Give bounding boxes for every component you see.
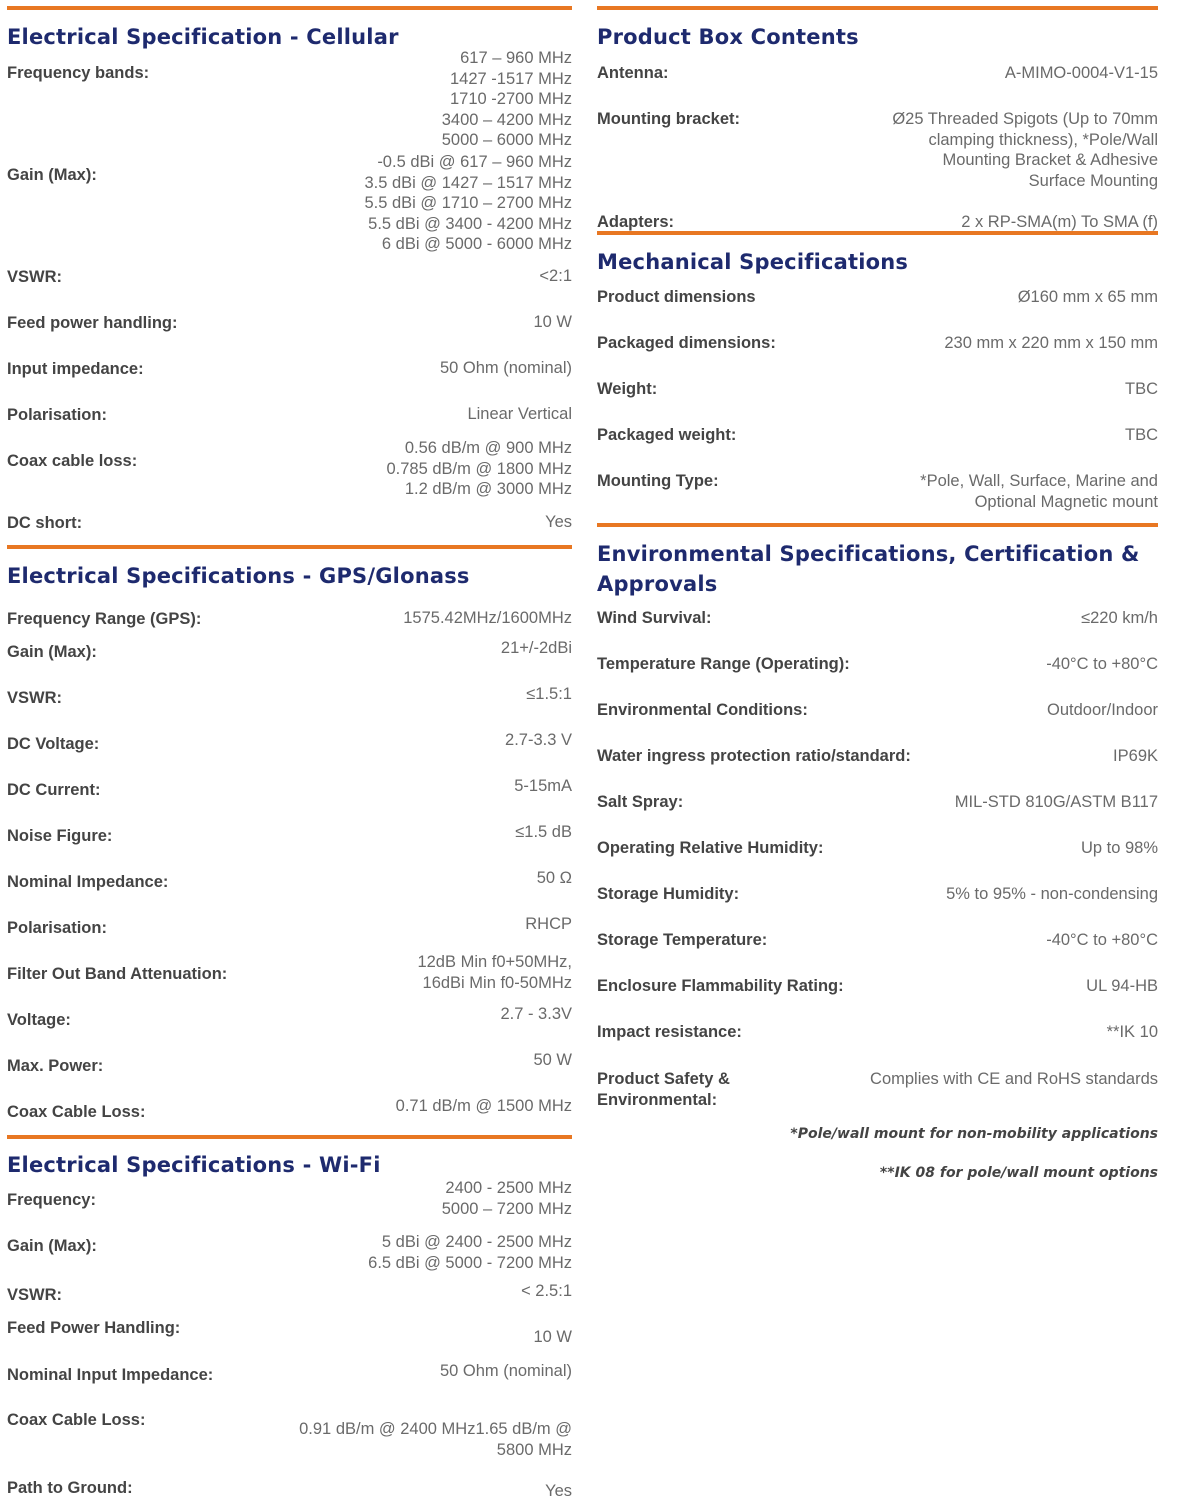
section-divider [7,1135,572,1139]
spec-value: <2:1 [539,267,572,285]
spec-value: Complies with CE and RoHS standards [870,1070,1158,1088]
spec-label: Packaged weight: [597,426,737,444]
spec-value: 5% to 95% - non-condensing [946,885,1158,903]
spec-value: TBC [1125,426,1158,444]
spec-label: Voltage: [7,1011,71,1029]
spec-label: Adapters: [597,213,675,231]
spec-label: Max. Power: [7,1057,104,1075]
spec-value: Ø160 mm x 65 mm [1017,288,1158,306]
spec-value: 2 x RP-SMA(m) To SMA (f) [961,213,1158,231]
spec-label: Operating Relative Humidity: [597,839,824,857]
spec-label: Storage Temperature: [597,931,768,949]
spec-value: -40°C to +80°C [1046,655,1158,673]
spec-label: VSWR: [7,268,62,286]
footnote-ik08: **IK 08 for pole/wall mount options [879,1165,1158,1181]
spec-label: Environmental Conditions: [597,701,808,719]
spec-value: < 2.5:1 [521,1282,572,1300]
spec-label: Weight: [597,380,658,398]
spec-label: DC short: [7,514,83,532]
spec-label: Product dimensions [597,288,756,306]
spec-label: Mounting bracket: [597,110,740,128]
spec-label: Frequency bands: [7,64,150,82]
spec-label: Mounting Type: [597,472,719,490]
spec-value: UL 94-HB [1086,977,1158,995]
spec-label: Feed power handling: [7,314,178,332]
spec-label: Storage Humidity: [597,885,740,903]
spec-label: Noise Figure: [7,827,113,845]
spec-value: 10 W [533,1328,572,1346]
spec-label: DC Voltage: [7,735,100,753]
spec-value: 50 Ohm (nominal) [439,359,572,377]
spec-label: VSWR: [7,689,62,707]
spec-value: ≤1.5:1 [526,685,572,703]
spec-value: -0.5 dBi @ 617 – 960 MHz 3.5 dBi @ 1427 – 1517 MHz 5.5 dBi @ 1710 – 2700 MHz 5.5 dBi @ 3400 - 4200 MHz 6 dBi @ 5000 - 6000 MHz [364,153,572,254]
spec-value: 230 mm x 220 mm x 150 mm [944,334,1158,352]
spec-label: Nominal Impedance: [7,873,169,891]
spec-label: Coax Cable Loss: [7,1103,146,1121]
section-title-gps: Electrical Specifications - GPS/Glonass [7,564,470,588]
spec-value: 0.71 dB/m @ 1500 MHz [395,1097,572,1115]
section-divider [7,6,572,10]
spec-value: -40°C to +80°C [1046,931,1158,949]
spec-label: Salt Spray: [597,793,684,811]
spec-label: DC Current: [7,781,101,799]
spec-value: Yes [545,513,572,531]
spec-value: MIL-STD 810G/ASTM B117 [954,793,1158,811]
section-title-box-contents: Product Box Contents [597,25,859,49]
spec-label: Path to Ground: [7,1479,133,1497]
section-title-wifi: Electrical Specifications - Wi-Fi [7,1153,381,1177]
spec-label: Temperature Range (Operating): [597,655,850,673]
spec-label: Gain (Max): [7,1237,97,1255]
spec-value: Yes [545,1482,572,1500]
section-divider [7,545,572,549]
spec-value: IP69K [1113,747,1158,765]
spec-label: Gain (Max): [7,166,97,184]
spec-label: Water ingress protection ratio/standard: [597,747,911,765]
spec-label: Polarisation: [7,919,107,937]
spec-label: Wind Survival: [597,609,712,627]
spec-label: Coax cable loss: [7,452,138,470]
section-title-mechanical: Mechanical Specifications [597,250,909,274]
section-title-environmental: Environmental Specifications, Certification & Approvals [597,542,1140,596]
spec-value: 617 – 960 MHz 1427 -1517 MHz 1710 -2700 MHz 3400 – 4200 MHz 5000 – 6000 MHz [441,49,572,150]
spec-label: Nominal Input Impedance: [7,1366,214,1384]
spec-value: 2400 - 2500 MHz 5000 – 7200 MHz [441,1179,572,1218]
spec-value: TBC [1125,380,1158,398]
spec-value: 10 W [533,313,572,331]
section-divider [597,6,1158,10]
spec-value: 50 Ohm (nominal) [439,1362,572,1380]
section-divider [597,523,1158,527]
footnote-pole-wall: *Pole/wall mount for non-mobility applications [790,1126,1158,1142]
spec-value: ≤1.5 dB [515,823,572,841]
spec-label: Frequency: [7,1191,96,1209]
spec-value: 12dB Min f0+50MHz, 16dBi Min f0-50MHz [417,953,572,992]
spec-value: 21+/-2dBi [500,639,572,657]
spec-value: Linear Vertical [467,405,572,423]
spec-value: ≤220 km/h [1081,609,1158,627]
spec-value: Up to 98% [1080,839,1158,857]
spec-label: Packaged dimensions: [597,334,776,352]
spec-value: 50 W [533,1051,572,1069]
spec-value: Ø25 Threaded Spigots (Up to 70mm clamping thickness), *Pole/Wall Mounting Bracket & Adhesive Surface Mounting [892,110,1158,190]
spec-value: 50 Ω [536,869,572,887]
spec-label: Impact resistance: [597,1023,742,1041]
spec-value: RHCP [525,915,572,933]
spec-label: Filter Out Band Attenuation: [7,965,228,983]
spec-label: Polarisation: [7,406,107,424]
spec-value: 2.7 - 3.3V [500,1005,572,1023]
section-title-cellular: Electrical Specification - Cellular [7,25,399,49]
spec-value: *Pole, Wall, Surface, Marine and Optional Magnetic mount [920,472,1158,511]
spec-label: Frequency Range (GPS): [7,610,202,628]
spec-label: Antenna: [597,64,669,82]
spec-value: 0.91 dB/m @ 2400 MHz1.65 dB/m @ 5800 MHz [299,1420,572,1459]
spec-value: 1575.42MHz/1600MHz [403,609,572,627]
spec-label: VSWR: [7,1286,62,1304]
spec-label: Enclosure Flammability Rating: [597,977,844,995]
spec-value: 0.56 dB/m @ 900 MHz 0.785 dB/m @ 1800 MHz 1.2 dB/m @ 3000 MHz [386,439,572,499]
spec-label: Coax Cable Loss: [7,1411,146,1429]
spec-label: Gain (Max): [7,643,97,661]
section-divider [597,231,1158,235]
spec-value: 2.7-3.3 V [505,731,572,749]
spec-value: **IK 10 [1106,1023,1158,1041]
spec-value: A-MIMO-0004-V1-15 [1004,64,1158,82]
spec-label: Product Safety & Environmental: [597,1070,730,1109]
spec-label: Feed Power Handling: [7,1319,181,1337]
spec-label: Input impedance: [7,360,144,378]
spec-value: 5 dBi @ 2400 - 2500 MHz 6.5 dBi @ 5000 - 7200 MHz [368,1233,572,1272]
spec-value: 5-15mA [514,777,572,795]
spec-value: Outdoor/Indoor [1047,701,1158,719]
